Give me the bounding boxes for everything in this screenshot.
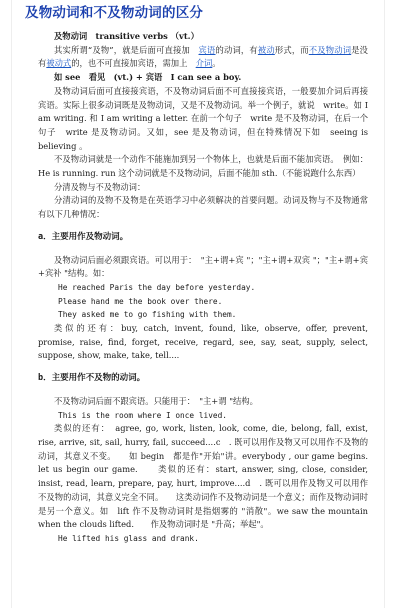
- spacer: [38, 245, 368, 254]
- intro-paragraph: [38, 44, 368, 71]
- link-object[interactable]: 宾语: [198, 44, 216, 55]
- link-intransitive-verb[interactable]: 不及物动词: [308, 44, 352, 55]
- page-title: 及物动词和不及物动词的区分: [25, 5, 204, 21]
- intro-text-d: 是没有: [38, 44, 368, 69]
- link-preposition[interactable]: 介词: [195, 58, 213, 69]
- spacer: [38, 222, 368, 231]
- paragraph-3: 分清及物与不及物动词：: [54, 181, 146, 192]
- spacer: [38, 386, 368, 395]
- link-passive-form[interactable]: 被动式: [46, 58, 72, 69]
- paragraph-4: 分清动词的及物不及物是在英语学习中必须解决的首要问题。动词及物与不及物通常有以下几种情况：: [38, 195, 368, 220]
- document-page: [12, 0, 384, 608]
- paragraph-1: 及物动词后面可直接接宾语，不及物动词后面不可直接接宾语，一般要加介词后再接宾语。实际上很多动词既是及物动词，又是不及物动词。举一个例子，就说 write。如 I am writing. 和 I am writing a letter. 在前一个句子 write 是不及物动词，在后一个句子 write 是及物动词。又如，see 是及物动词，但在特殊情况下如 seeing is believing 。: [38, 85, 368, 151]
- vt-heading: 及物动词 transitive verbs （vt.）: [54, 31, 199, 41]
- section-a-similar: 类似的还有：buy, catch, invent, found, like, observe, offer, prevent, promise, raise, find, forget, receive, regard, see, say, seat, supply, select, suppose, show, make, take, tell....: [38, 323, 368, 361]
- intro-text-c: 形式，而: [274, 44, 309, 55]
- intro-text-e: 的，也不可直接加宾语，需加上: [71, 58, 196, 69]
- example-sentence: Please hand me the book over there.: [58, 296, 223, 306]
- intro-text-f: 。: [212, 58, 221, 69]
- article-body: [38, 30, 368, 546]
- spacer: [38, 363, 368, 372]
- example-sentence: This is the room where I once lived.: [58, 410, 227, 420]
- paragraph-2: 不及物动词就是一个动作不能施加到另一个物体上，也就是后面不能加宾语。 例如：He is running. run 这个动词就是不及物动词，后面不能加 sth.（不能说跑什么东西）: [38, 154, 368, 179]
- section-b-text: 不及物动词后面不跟宾语。只能用于： "主+谓 "结构。: [54, 395, 258, 406]
- section-a-heading: a．主要用作及物动词。: [38, 231, 129, 242]
- section-b-similar: 类似的还有： agree, go, work, listen, look, come, die, belong, fall, exist, rise, arrive, sit, sail, hurry, fail, succeed....c . 既可以用作及物又可以用作不及物的动词，其意义不变。 如 begin 都是作"开始"讲。everybody , our game begins. let us begin our game. 类似的还有：start, answer, sing, close, consider, insist, read, learn, prepare, pay, hurt, improve....d . 既可以用作及物又可以用作不及物的动词，其意义完全不同。 这类动词作不及物动词是一个意义；而作及物动词时是另一个意义。如 lift 作不及物动词时是指烟雾的 "消散"。we saw the mountain when the clouds lifted. 作及物动词时是 "升高；举起"。: [38, 423, 368, 530]
- example-heading: 如 see 看见 (vt.) + 宾语 I can see a boy.: [54, 72, 242, 83]
- section-b-heading: b．主要用作不及物的动词。: [38, 373, 146, 384]
- example-sentence: He lifted his glass and drank.: [58, 533, 199, 543]
- example-sentence: They asked me to go fishing with them.: [58, 310, 237, 320]
- intro-text-b: 的动词，有: [215, 44, 258, 55]
- link-passive[interactable]: 被动: [257, 44, 275, 55]
- intro-text-a: 其实所谓“及物”，就是后面可直接加: [54, 44, 199, 55]
- section-a-text: 及物动词后面必须跟宾语。可以用于： "主+谓+宾 "；"主+谓+双宾 "；"主+谓+宾+宾补 "结构。如：: [38, 254, 368, 279]
- example-sentence: He reached Paris the day before yesterday.: [58, 282, 256, 292]
